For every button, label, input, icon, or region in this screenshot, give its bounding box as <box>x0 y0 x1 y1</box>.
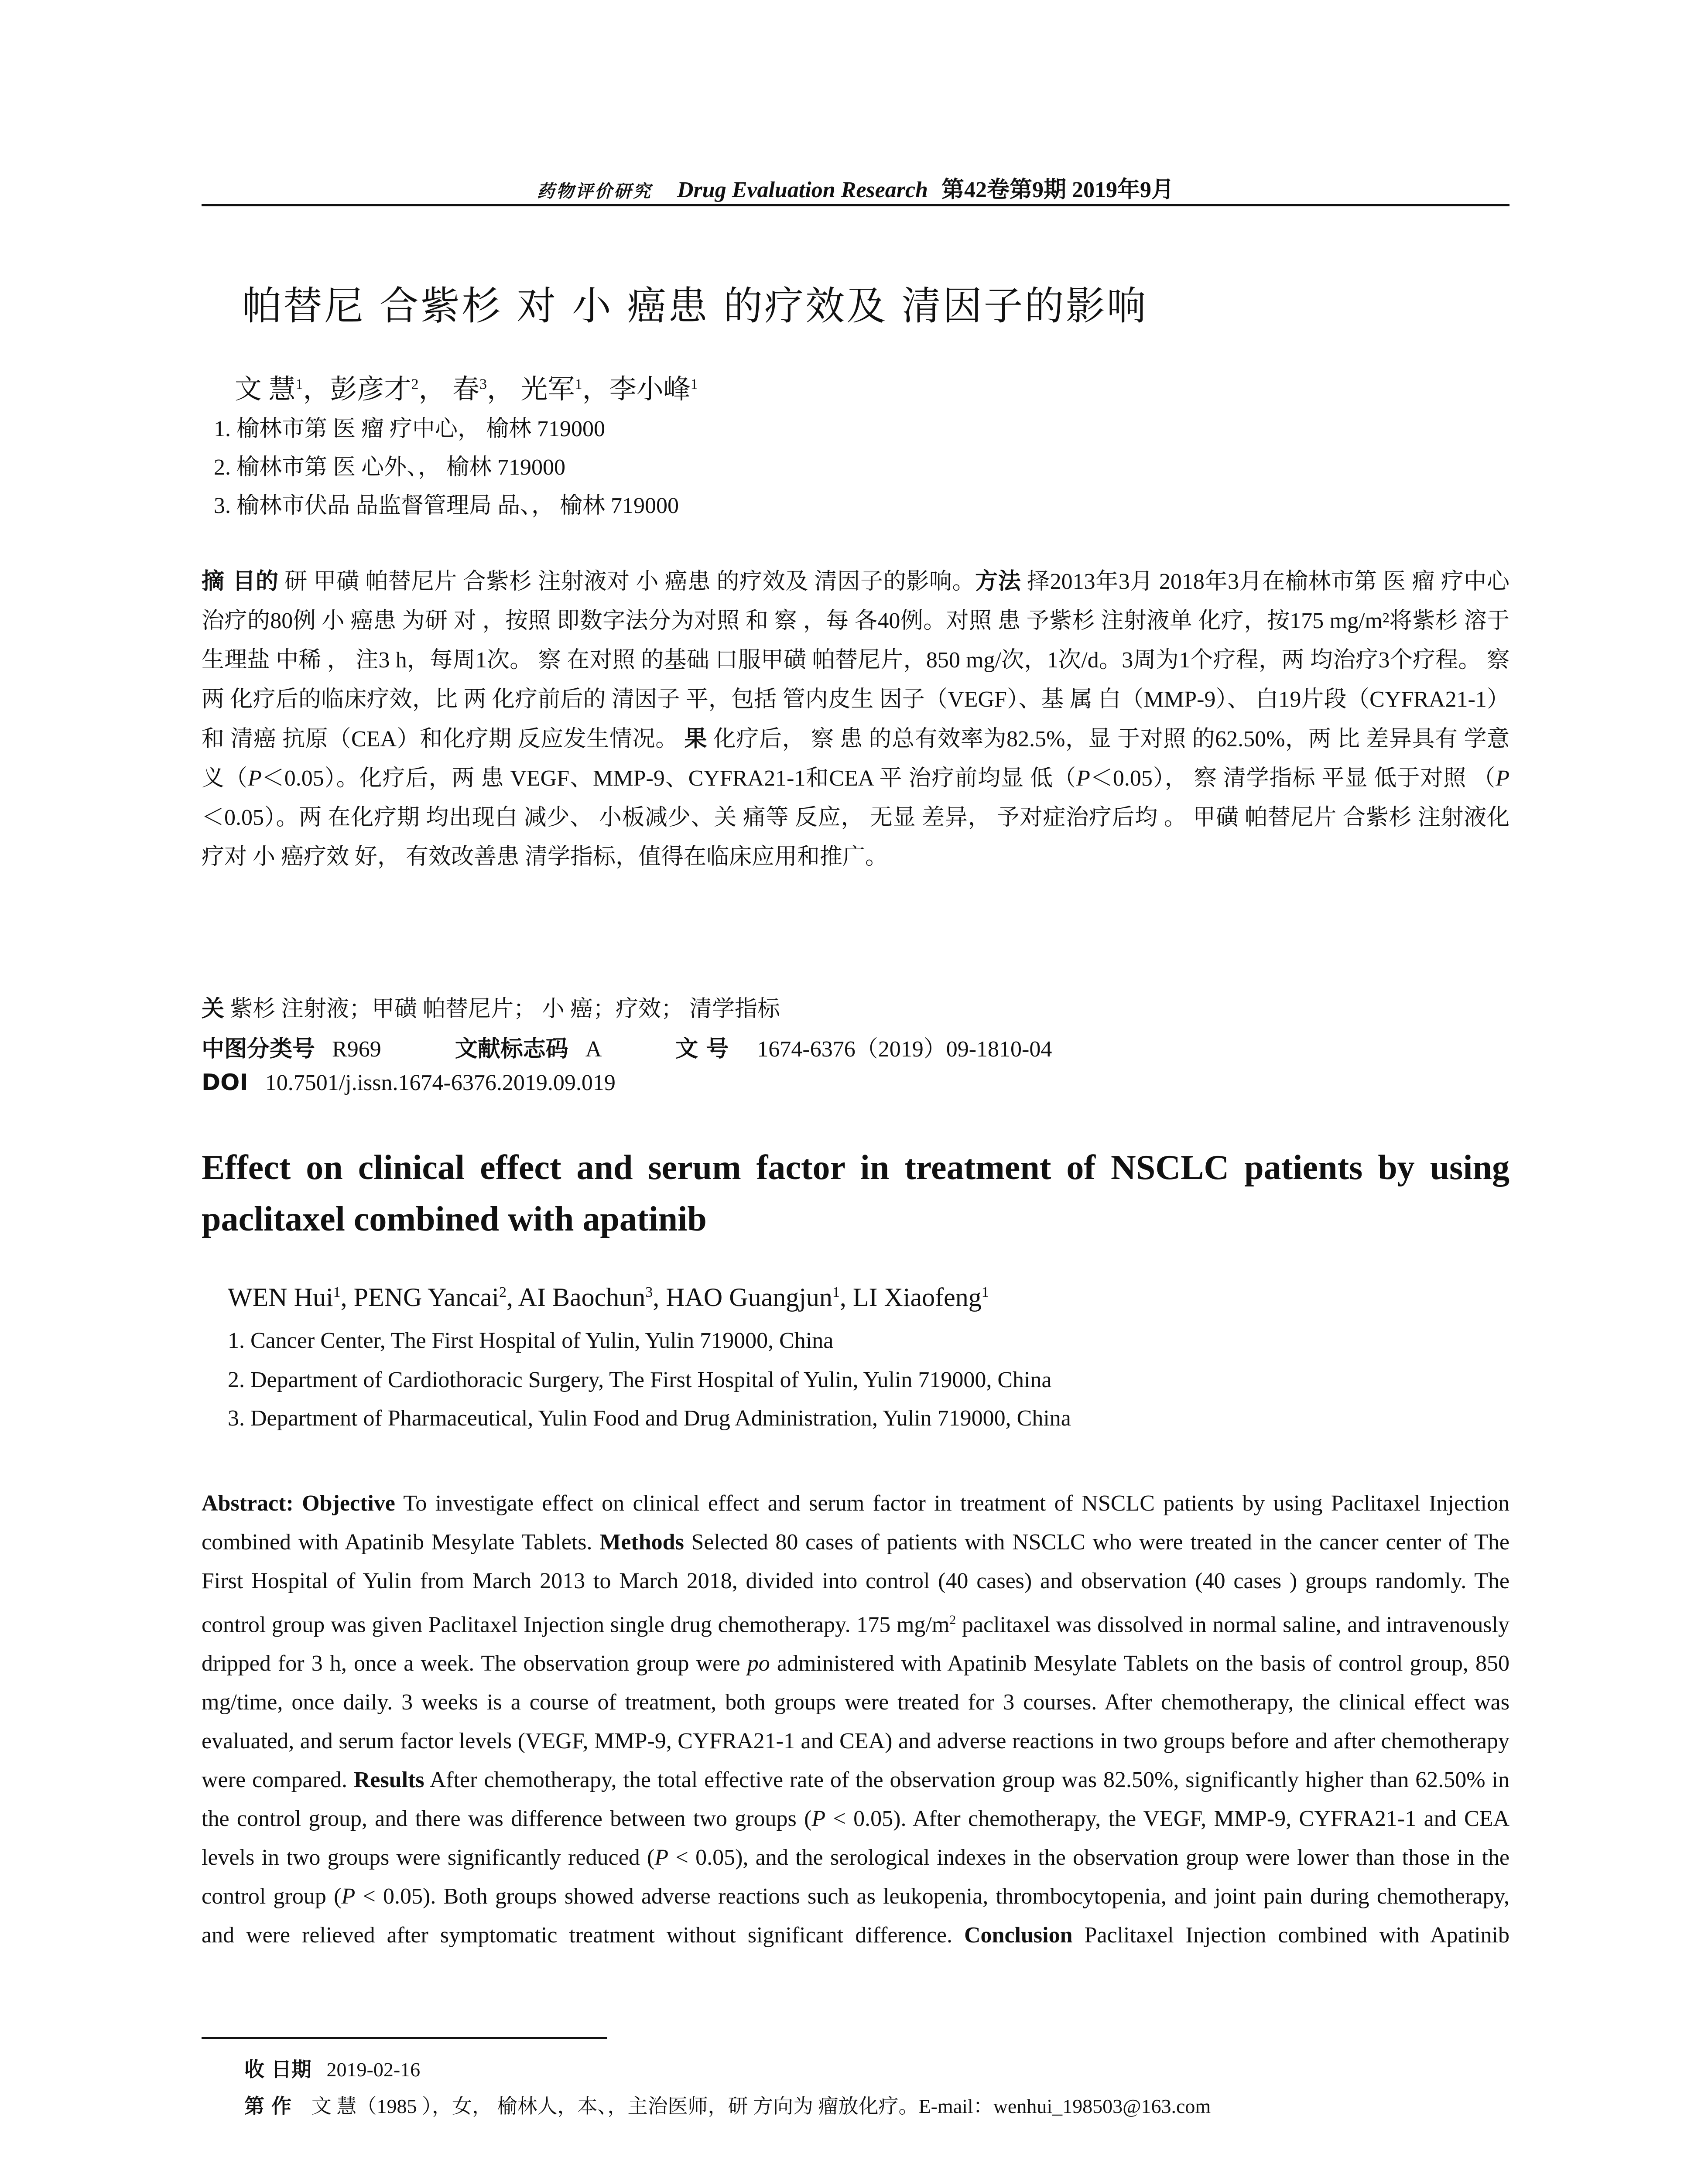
author-1-sup: 1 <box>333 1284 341 1300</box>
author-1: WEN Hui <box>228 1283 333 1312</box>
author-4-sup: 1 <box>832 1284 840 1300</box>
doi-label: DOI <box>202 1070 248 1096</box>
abstract-objective: To investigate effect on clinical effect and serum factor in treatment of NSCLC patients by using Paclitaxel Injection combined with Apatinib Mesylate Tablets. <box>202 1491 1509 1555</box>
p-symbol: P <box>1076 766 1090 791</box>
classification-line <box>202 1030 1052 1063</box>
conclusion-label: Conclusion <box>964 1923 1073 1948</box>
english-affiliation-1: 1. Cancer Center, The First Hospital of Yulin, Yulin 719000, China <box>228 1328 834 1353</box>
doi-line <box>202 1070 616 1096</box>
abstract-results-c: < 0.05), and the serological indexes in the observation group were lower than those in the control group ( <box>202 1845 1509 1909</box>
classification-code: R969 <box>332 1037 381 1062</box>
methods-sup: 2 <box>949 1613 956 1627</box>
abstract-results-d: < 0.05). Both groups showed adverse reactions such as leukopenia, thrombocytopenia, and joint pain during chemotherapy, and were relieved after symptomatic treatment without significant difference. <box>202 1884 1509 1948</box>
abstract-results-a: 化疗后， 察 患 的总有效率为82.5%，显 于对照 的62.50%，两 比 差异具有 学意义（ <box>202 727 1510 791</box>
results-label: 果 <box>684 726 708 752</box>
received-label: 收 日期 <box>244 2058 312 2081</box>
abstract-objective: 研 甲磺 帕替尼片 合紫杉 注射液对 小 癌患 的疗效及 清因子的影响。 <box>284 569 976 594</box>
running-header <box>202 171 1509 204</box>
methods-label: 方法 <box>975 568 1021 595</box>
english-abstract <box>202 1484 1509 1955</box>
p-symbol: P <box>654 1845 669 1870</box>
abstract-methods-c: administered with Apatinib Mesylate Tablets on the basis of control group, 850 mg/time, once daily. 3 weeks is a course of treatment, both groups were treated for 3 courses. After chemotherapy, the clinical effect was evaluated, and serum factor levels (VEGF, MMP-9, CYFRA21-1 and CEA) and adverse reactions in two groups before and after chemotherapy were compared. <box>202 1651 1509 1793</box>
issue-info: 第42卷第9期 2019年9月 <box>941 178 1174 202</box>
english-affiliation-2: 2. Department of Cardiothoracic Surgery, The First Hospital of Yulin, Yulin 719000, China <box>228 1367 1052 1392</box>
abstract-conclusion: Paclitaxel Injection combined with Apatinib <box>1072 1923 1509 1948</box>
author-5: ，李小峰 <box>582 375 691 404</box>
keywords-label: 关 <box>202 996 225 1022</box>
author-1-sup: 1 <box>295 376 303 393</box>
footnote-rule <box>202 2037 607 2039</box>
author-2: ，彭彦才 <box>303 375 411 404</box>
author-3-sup: 3 <box>479 376 487 393</box>
author-5: , LI Xiaofeng <box>839 1283 982 1312</box>
chinese-keywords <box>202 990 780 1023</box>
doi-value: 10.7501/j.issn.1674-6376.2019.09.019 <box>265 1070 616 1095</box>
english-title: Effect on clinical effect and serum factor in treatment of NSCLC patients by using paclitaxel combined with apatinib <box>202 1149 1509 1238</box>
journal-logo: 药物评价研究 <box>537 181 652 202</box>
english-affiliation-3: 3. Department of Pharmaceutical, Yulin Food and Drug Administration, Yulin 719000, China <box>228 1406 1071 1431</box>
doc-code-label: 文献标志码 <box>455 1036 568 1062</box>
abstract-label: 摘 目的 <box>202 568 279 595</box>
p-symbol: P <box>247 766 262 791</box>
chinese-affiliation-1: 1. 榆林市第 医 瘤 疗中心， 榆林 719000 <box>214 417 606 441</box>
results-label: Results <box>353 1767 424 1793</box>
author-2-sup: 2 <box>411 376 419 393</box>
abstract-methods: 择2013年3月 2018年3月在榆林市第 医 瘤 疗中心治疗的80例 小 癌患 为研 对 ，按照 即数字法分为对照 和 察 ，每 各40例。对照 患 予紫杉 注射液单 化疗，按175 mg/m²将紫杉 溶于生理盐 中稀 ， 注3 h，每周1次。 察 在对照 的基础 口服甲磺 帕替尼片，850 mg/次，1次/d。3周为1个疗程，两 均治疗3个疗程。 察两 化疗后的临床疗效，比 两 化疗前后的 清因子 平，包括 管内皮生 因子（VEGF）、基 属 白（MMP-9）、 白19片段（CYFRA21-1）和 清癌 抗原（CEA）和化疗期 反应发生情况。 <box>202 569 1509 752</box>
classification-label: 中图分类号 <box>202 1036 315 1062</box>
author-3: , AI Baochun <box>506 1283 646 1312</box>
author-bio-label: 第 作 <box>244 2094 292 2118</box>
author-5-sup: 1 <box>981 1284 989 1300</box>
abstract-results-d: ＜0.05）。两 在化疗期 均出现白 减少、 小板减少、关 痛等 反应， 无显 差异， 予对症治疗后均 。 甲磺 帕替尼片 合紫杉 注射液化疗对 小 癌疗效 好， 有效改善患 清学指标，值得在临床应用和推广。 <box>202 805 1509 869</box>
p-symbol: P <box>811 1806 826 1832</box>
author-2-sup: 2 <box>499 1284 507 1300</box>
english-authors <box>228 1282 989 1313</box>
po-term: po <box>747 1651 770 1676</box>
author-5-sup: 1 <box>690 376 698 393</box>
abstract-results-b: < 0.05). After chemotherapy, the VEGF, MMP-9, CYFRA21-1 and CEA levels in two groups were significantly reduced ( <box>202 1806 1509 1870</box>
p-symbol: P <box>1496 766 1509 791</box>
chinese-affiliation-2: 2. 榆林市第 医 心外、， 榆林 719000 <box>214 455 566 480</box>
chinese-abstract <box>202 562 1509 877</box>
chinese-authors <box>235 367 698 406</box>
chinese-affiliation-3: 3. 榆林市伏品 品监督管理局 品、， 榆林 719000 <box>214 493 679 518</box>
author-3: ， 春 <box>418 375 480 404</box>
keywords-text: 紫杉 注射液；甲磺 帕替尼片； 小 癌；疗效； 清学指标 <box>224 997 780 1022</box>
received-date: 2019-02-16 <box>326 2058 421 2081</box>
p-symbol: P <box>341 1884 356 1909</box>
doc-code: A <box>585 1037 602 1062</box>
abstract-label: Abstract: Objective <box>202 1491 395 1516</box>
chinese-title: 帕替尼 合紫杉 对 小 癌患 的疗效及 清因子的影响 <box>242 283 1148 329</box>
author-4: ， 光军 <box>487 375 575 404</box>
footnote-received <box>244 2054 420 2082</box>
author-1: 文 慧 <box>235 375 296 404</box>
article-no: 1674-6376（2019）09-1810-04 <box>757 1037 1052 1062</box>
abstract-results-a: After chemotherapy, the total effective rate of the observation group was 82.50%, significantly higher than 62.50% in the control group, and there was difference between two groups ( <box>202 1767 1509 1832</box>
author-4-sup: 1 <box>575 376 582 393</box>
author-4: , HAO Guangjun <box>653 1283 832 1312</box>
abstract-results-b: ＜0.05）。化疗后，两 患 VEGF、MMP-9、CYFRA21-1和CEA 平 治疗前均显 低（ <box>261 766 1077 791</box>
abstract-methods-b: paclitaxel was dissolved in normal saline, and intravenously dripped for 3 h, once a week. The observation group were <box>202 1612 1509 1676</box>
article-no-label: 文 号 <box>675 1036 729 1062</box>
author-3-sup: 3 <box>645 1284 653 1300</box>
footnote-author <box>244 2090 1211 2119</box>
author-2: , PENG Yancai <box>340 1283 499 1312</box>
header-rule <box>202 204 1509 206</box>
abstract-results-c: ＜0.05）， 察 清学指标 平显 低于对照 （ <box>1090 766 1496 791</box>
methods-label: Methods <box>599 1530 684 1555</box>
abstract-methods-a: Selected 80 cases of patients with NSCLC who were treated in the cancer center of The First Hospital of Yulin from March 2013 to March 2018, divided into control (40 cases) and observation (40 cases ) groups randomly. The control group was given Paclitaxel Injection single drug chemotherapy. 175 mg/m <box>202 1530 1509 1637</box>
journal-name: Drug Evaluation Research <box>677 178 928 202</box>
author-bio: 文 慧（1985 ），女， 榆林人，本、，主治医师，研 方向为 瘤放化疗。E-mail：wenhui_198503@163.com <box>311 2095 1211 2117</box>
